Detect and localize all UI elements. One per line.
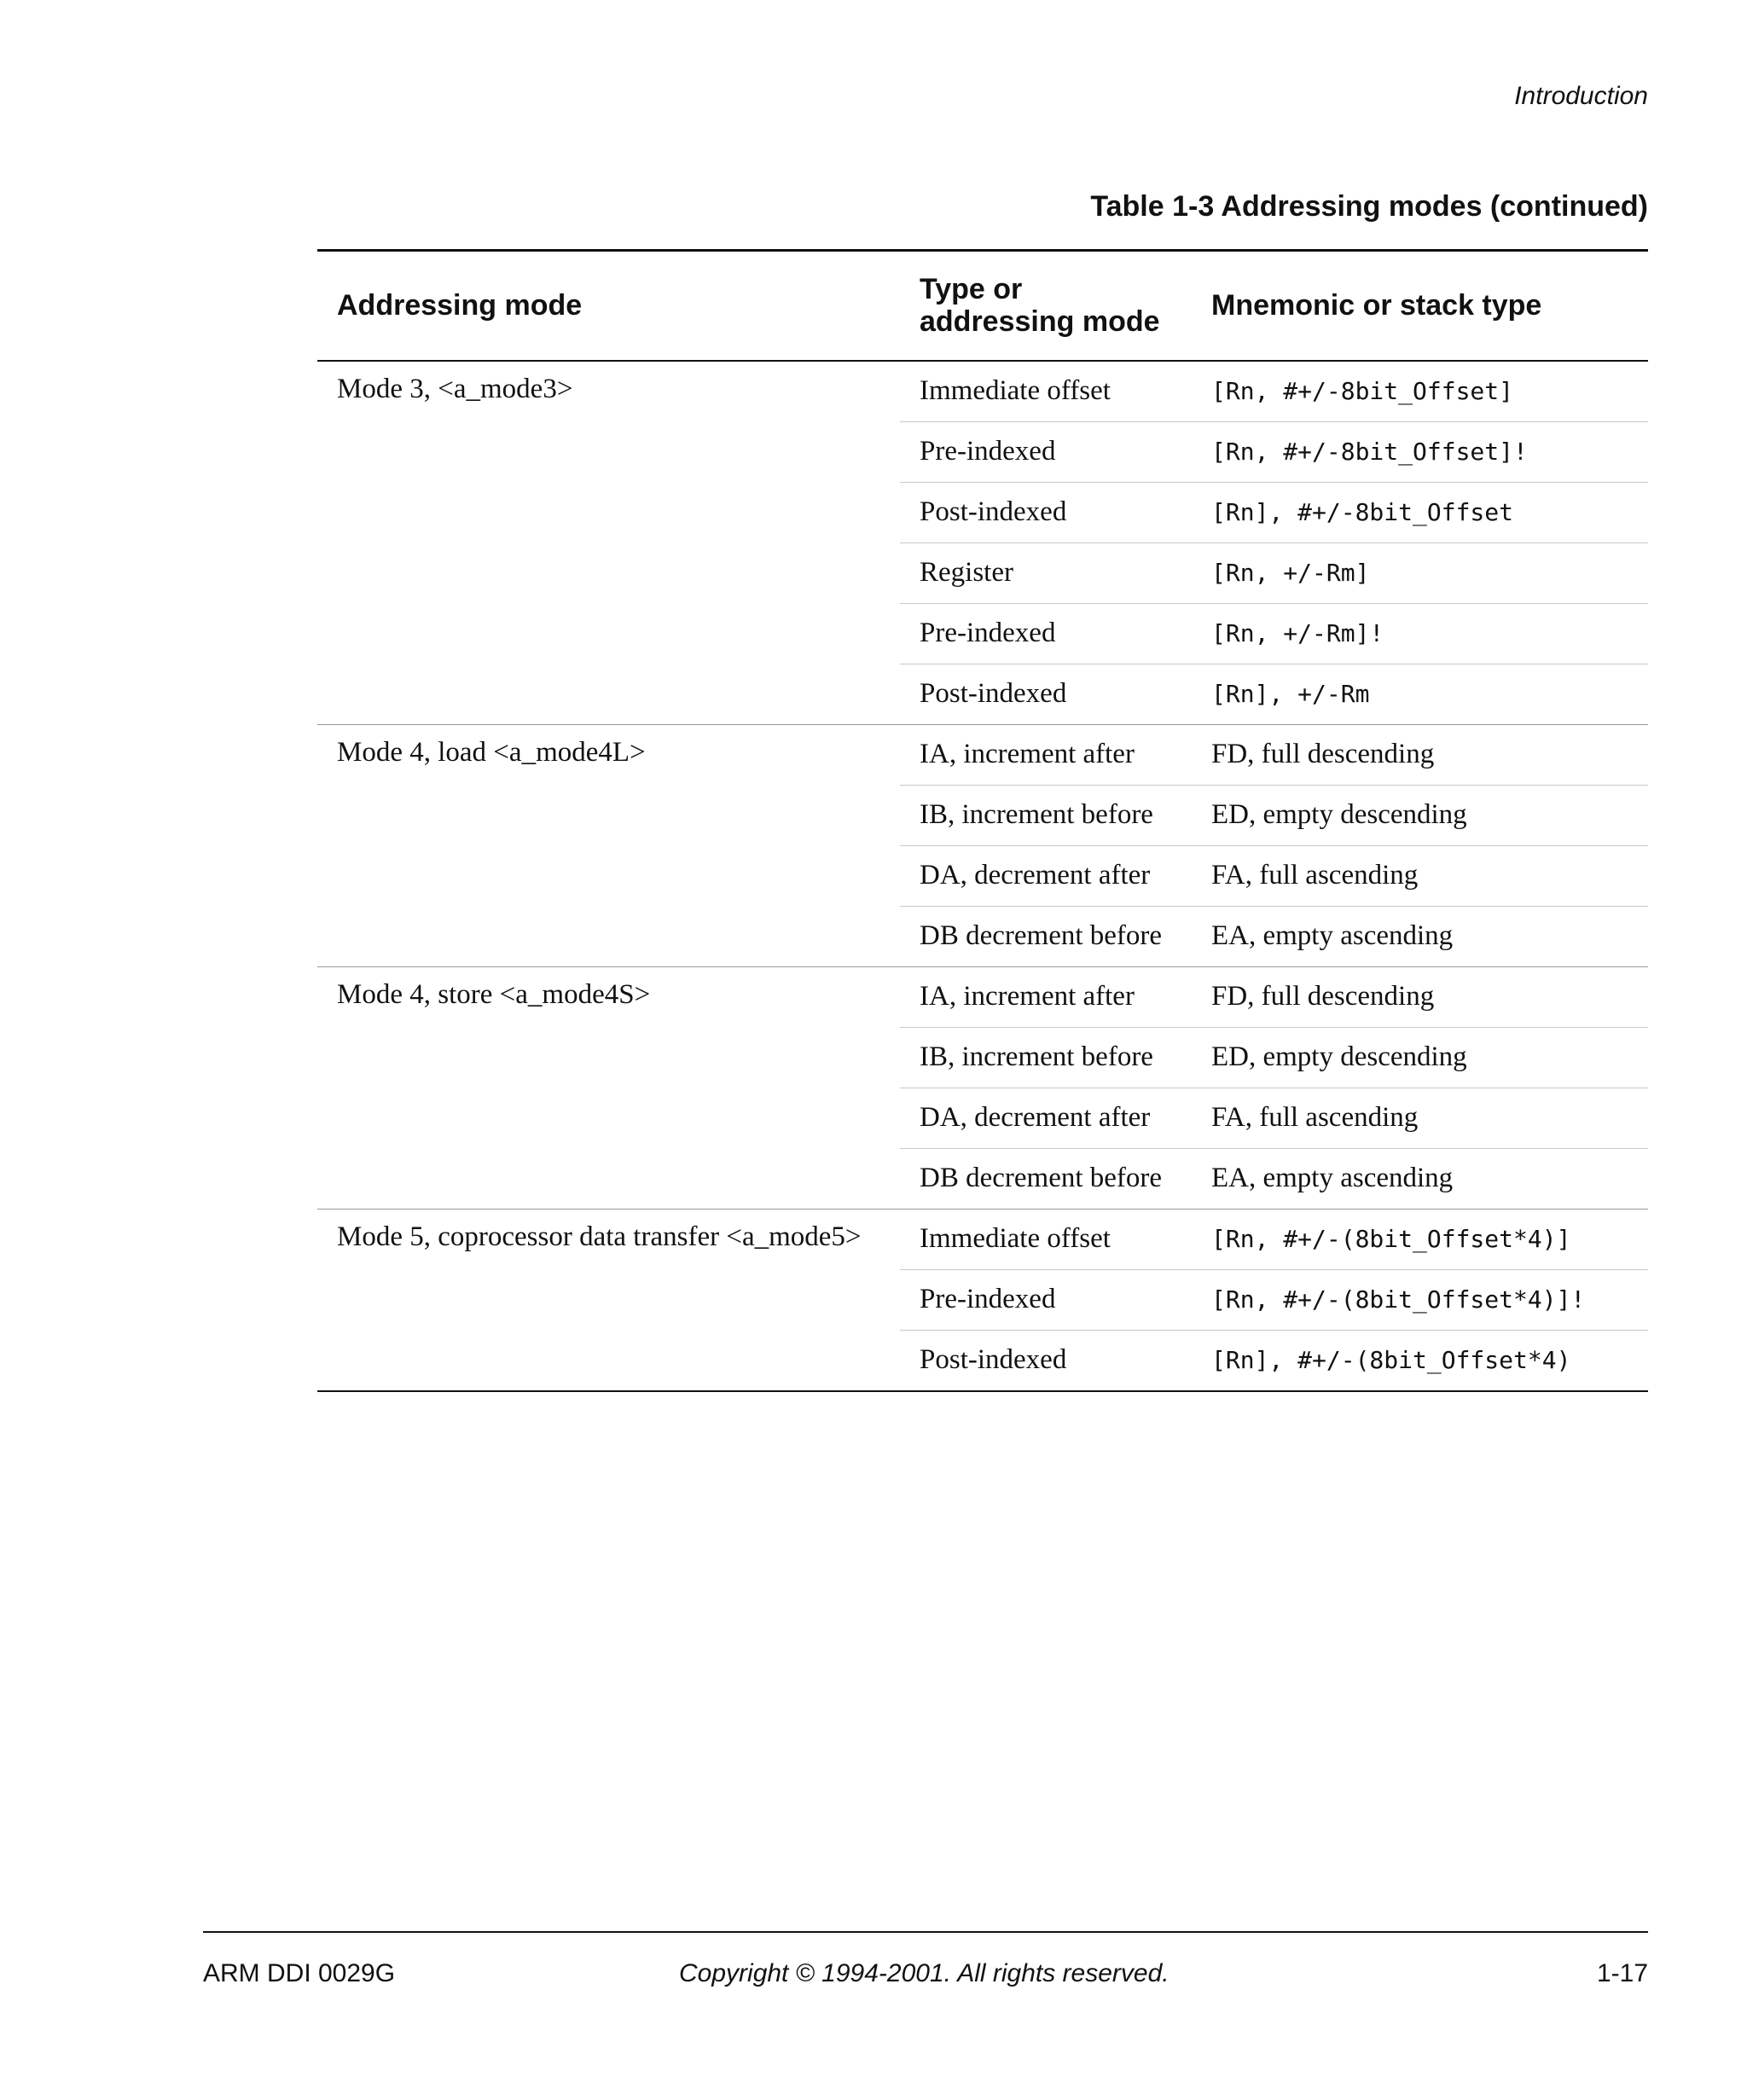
type-cell: IA, increment after xyxy=(900,724,1192,785)
table-row xyxy=(317,966,1648,1027)
table-row xyxy=(317,724,1648,785)
mnemonic-cell: [Rn], +/-Rm xyxy=(1192,664,1648,724)
mnemonic-cell: ED, empty descending xyxy=(1192,785,1648,845)
type-cell: Post-indexed xyxy=(900,482,1192,542)
addressing-mode-cell: Mode 5, coprocessor data transfer <a_mode5> xyxy=(317,1209,900,1391)
type-cell: Immediate offset xyxy=(900,1209,1192,1269)
mnemonic-cell: [Rn, +/-Rm]! xyxy=(1192,603,1648,664)
footer-page-number: 1-17 xyxy=(1596,1959,1648,1987)
type-cell: Register xyxy=(900,542,1192,603)
addressing-mode-cell: Mode 3, <a_mode3> xyxy=(337,373,573,404)
mnemonic-cell: EA, empty ascending xyxy=(1192,906,1648,966)
type-cell: IB, increment before xyxy=(900,1027,1192,1088)
type-cell: Pre-indexed xyxy=(900,1269,1192,1330)
type-cell: Immediate offset xyxy=(920,375,1111,406)
mnemonic-cell: [Rn], #+/-(8bit_Offset*4) xyxy=(1192,1330,1648,1391)
mnemonic-cell: FA, full ascending xyxy=(1192,1088,1648,1148)
table-row xyxy=(317,1209,1648,1269)
table-row xyxy=(317,361,1648,422)
table-caption: Table 1-3 Addressing modes (continued) xyxy=(1090,190,1648,223)
footer-doc-id: ARM DDI 0029G xyxy=(203,1959,396,1987)
column-header-mnemonic: Mnemonic or stack type xyxy=(1211,289,1542,322)
mnemonic-cell: [Rn, #+/-(8bit_Offset*4)] xyxy=(1192,1209,1648,1269)
mnemonic-cell: [Rn, +/-Rm] xyxy=(1192,542,1648,603)
mnemonic-cell: [Rn], #+/-8bit_Offset xyxy=(1192,482,1648,542)
footer-copyright: Copyright © 1994-2001. All rights reserved. xyxy=(679,1959,1170,1987)
mnemonic-cell: EA, empty ascending xyxy=(1192,1148,1648,1209)
type-cell: DA, decrement after xyxy=(900,845,1192,906)
type-cell: IB, increment before xyxy=(900,785,1192,845)
type-cell: Post-indexed xyxy=(900,1330,1192,1391)
addressing-modes-table xyxy=(317,249,1648,1392)
type-cell: DA, decrement after xyxy=(900,1088,1192,1148)
column-header-type-line2: addressing mode xyxy=(920,305,1160,339)
mnemonic-cell: [Rn, #+/-8bit_Offset]! xyxy=(1192,421,1648,482)
type-cell: Post-indexed xyxy=(900,664,1192,724)
table-body xyxy=(317,361,1648,1391)
column-header-type xyxy=(900,251,1192,361)
footer-rule xyxy=(203,1931,1648,1933)
type-cell: DB decrement before xyxy=(900,906,1192,966)
table-header-row xyxy=(317,251,1648,361)
running-head: Introduction xyxy=(1514,82,1648,110)
mnemonic-cell: [Rn, #+/-8bit_Offset] xyxy=(1211,377,1514,405)
addressing-modes-table-container xyxy=(317,249,1648,1392)
type-cell: Pre-indexed xyxy=(900,421,1192,482)
column-header-addressing-mode: Addressing mode xyxy=(337,289,583,322)
mnemonic-cell: ED, empty descending xyxy=(1192,1027,1648,1088)
column-header-type-line1: Type or xyxy=(920,273,1023,306)
type-cell: DB decrement before xyxy=(900,1148,1192,1209)
type-cell: Pre-indexed xyxy=(900,603,1192,664)
mnemonic-cell: FD, full descending xyxy=(1192,724,1648,785)
addressing-mode-cell: Mode 4, load <a_mode4L> xyxy=(317,724,900,966)
mnemonic-cell: [Rn, #+/-(8bit_Offset*4)]! xyxy=(1192,1269,1648,1330)
mnemonic-cell: FA, full ascending xyxy=(1192,845,1648,906)
addressing-mode-cell: Mode 4, store <a_mode4S> xyxy=(317,966,900,1209)
type-cell: IA, increment after xyxy=(900,966,1192,1027)
mnemonic-cell: FD, full descending xyxy=(1192,966,1648,1027)
